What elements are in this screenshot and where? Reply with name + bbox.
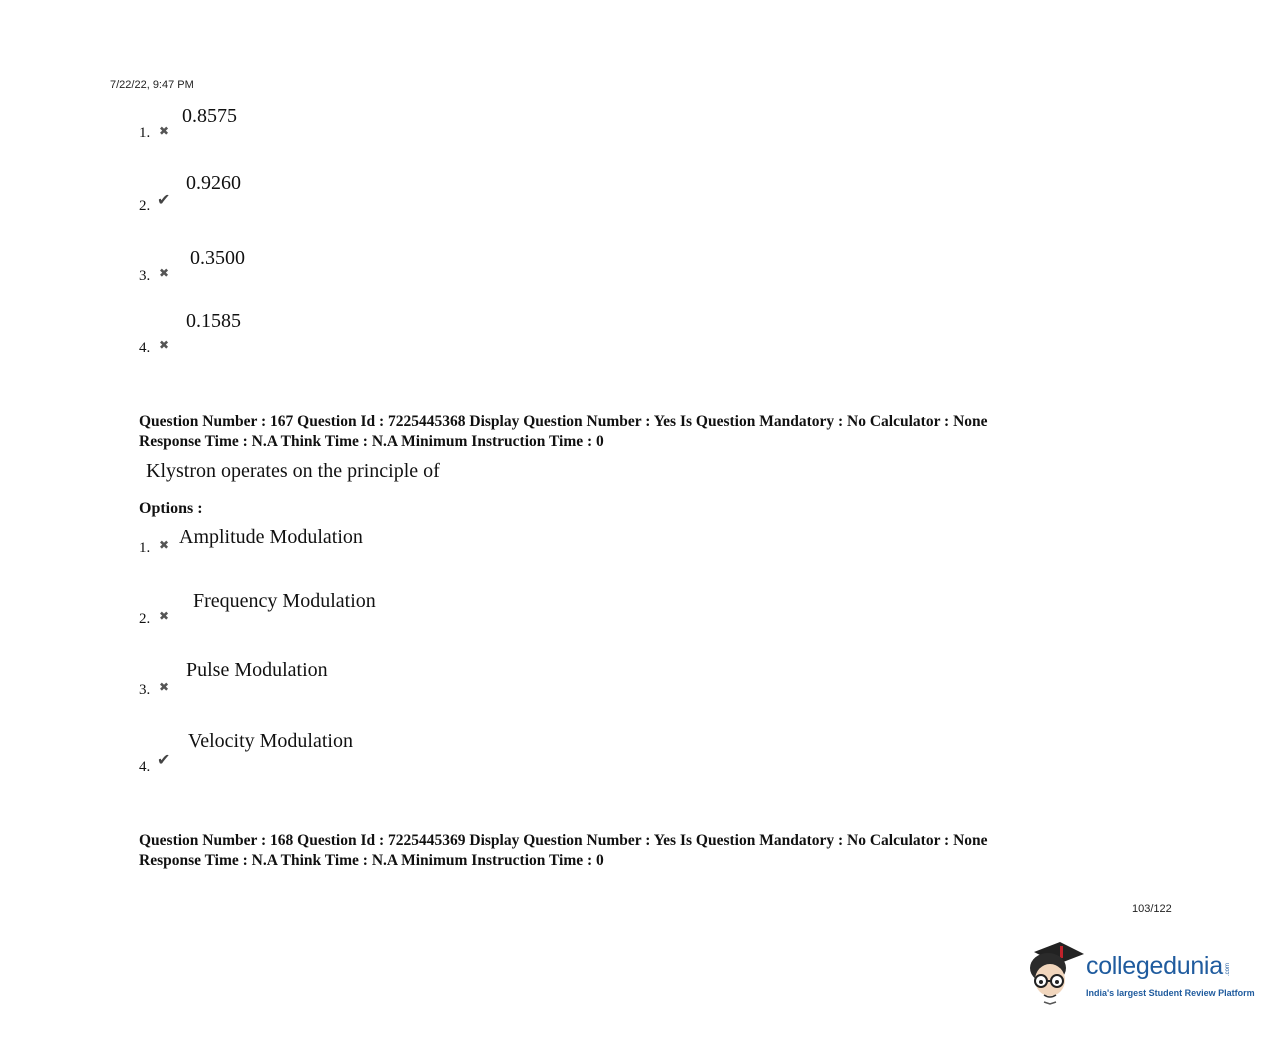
question-meta-line1: Question Number : 168 Question Id : 7225445369 Display Question Number : Yes Is Question Mandatory : No Calculator : None (139, 832, 988, 849)
option-value: Velocity Modulation (188, 730, 353, 752)
option-number: 3. (139, 682, 151, 698)
cross-icon: ✖ (159, 609, 170, 623)
option-number: 4. (139, 340, 151, 356)
option-value: Frequency Modulation (193, 590, 376, 612)
option-value: 0.1585 (186, 310, 241, 332)
question-meta-line2: Response Time : N.A Think Time : N.A Minimum Instruction Time : 0 (139, 433, 604, 450)
cross-icon: ✖ (159, 266, 170, 280)
brand-logo (1026, 940, 1256, 1006)
question-meta-line1: Question Number : 167 Question Id : 7225445368 Display Question Number : Yes Is Question Mandatory : No Calculator : None (139, 413, 988, 430)
options-label: Options : (139, 500, 203, 517)
brand-name: collegedunia (1086, 952, 1223, 980)
cross-icon: ✖ (159, 680, 170, 694)
option-number: 4. (139, 759, 151, 775)
cross-icon: ✖ (159, 338, 170, 352)
brand-tagline: India's largest Student Review Platform (1086, 988, 1255, 998)
option-value: 0.8575 (182, 105, 237, 127)
option-number: 2. (139, 611, 151, 627)
option-number: 1. (139, 125, 151, 141)
option-value: Amplitude Modulation (179, 526, 363, 548)
page-number: 103/122 (1132, 903, 1172, 915)
option-number: 3. (139, 268, 151, 284)
option-value: 0.3500 (190, 247, 245, 269)
check-icon: ✔ (157, 192, 171, 209)
question-text: Klystron operates on the principle of (146, 460, 440, 482)
option-value: Pulse Modulation (186, 659, 328, 681)
option-number: 1. (139, 540, 151, 556)
question-meta-line2: Response Time : N.A Think Time : N.A Minimum Instruction Time : 0 (139, 852, 604, 869)
print-timestamp: 7/22/22, 9:47 PM (110, 79, 194, 91)
cross-icon: ✖ (159, 124, 170, 138)
brand-domain: .com (1224, 962, 1231, 976)
option-value: 0.9260 (186, 172, 241, 194)
check-icon: ✔ (157, 752, 171, 769)
option-number: 2. (139, 198, 151, 214)
cross-icon: ✖ (159, 538, 170, 552)
mascot-icon (1026, 940, 1086, 1006)
